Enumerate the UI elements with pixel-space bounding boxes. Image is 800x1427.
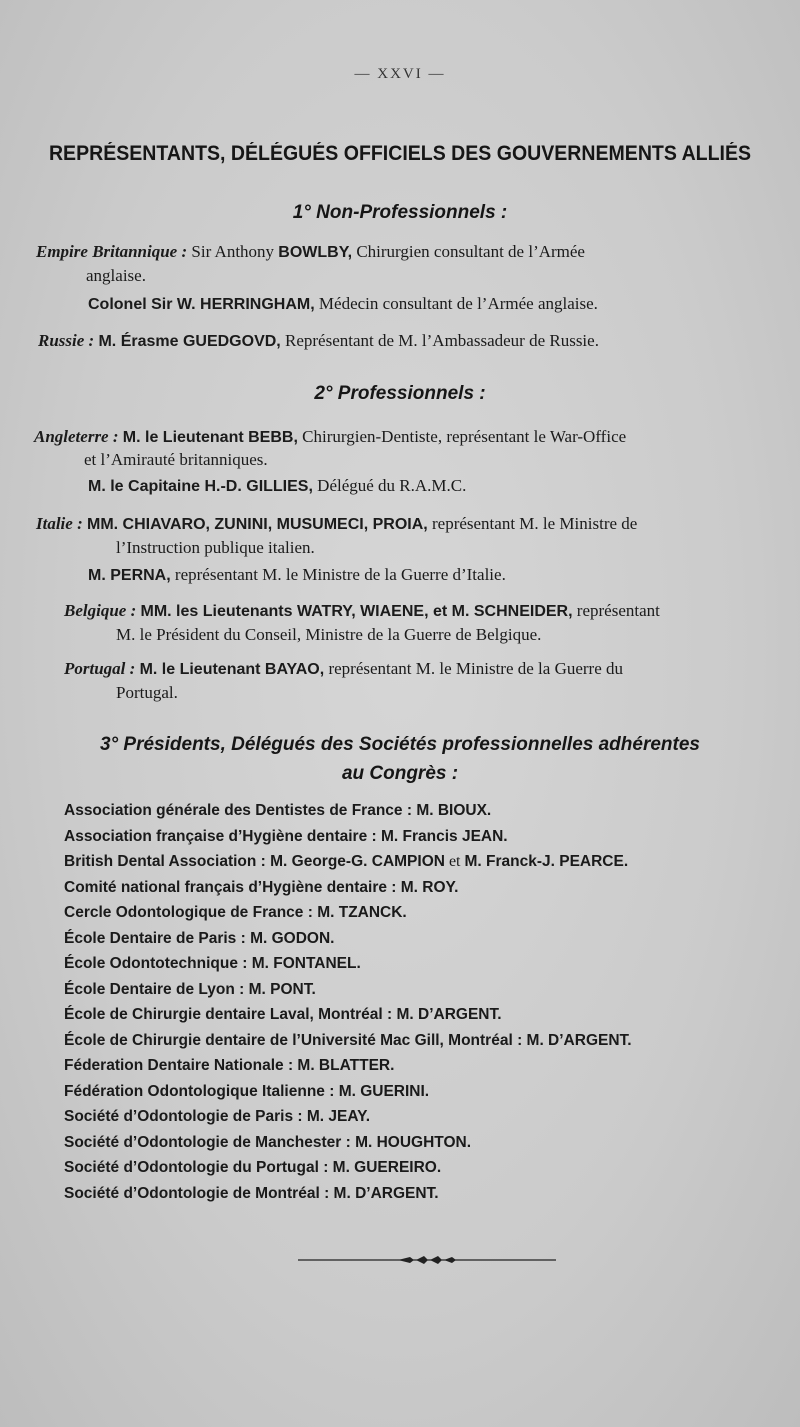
list-item: Association française d’Hygiène dentaire : M. Francis JEAN.: [64, 827, 508, 845]
list-item: École de Chirurgie dentaire de l’Université Mac Gill, Montréal : M. D’ARGENT.: [64, 1031, 632, 1049]
delegate-name: M. PERNA,: [88, 567, 171, 584]
list-item: Société d’Odontologie de Montréal : M. D’ARGENT.: [64, 1184, 439, 1202]
entry-text: Sir Anthony: [191, 242, 279, 261]
entry-continuation: Portugal.: [116, 683, 178, 702]
entry-text: Chirurgien consultant de l’Armée: [352, 242, 585, 261]
entry-text: Médecin consultant de l’Armée anglaise.: [314, 294, 598, 313]
entry-empire-britannique: [36, 239, 786, 266]
page-folio: — XXVI —: [354, 66, 446, 82]
list-item: Fédération Odontologique Italienne : M. GUERINI.: [64, 1082, 430, 1100]
entry-continuation: anglaise.: [86, 266, 146, 285]
delegate-name: M. le Lieutenant BAYAO,: [139, 661, 325, 678]
entry-belgique: [64, 598, 660, 625]
end-ornament-divider: [298, 1252, 556, 1266]
conjunction: et: [444, 853, 465, 870]
entry-russie: [38, 328, 599, 355]
entry-text: représentant M. le Ministre de la Guerre d’Italie.: [170, 565, 506, 584]
delegate-name: M. Érasme GUEDGOVD,: [98, 333, 281, 350]
societies-list: [64, 798, 632, 1206]
entry-italie: [36, 511, 637, 538]
list-item: École de Chirurgie dentaire Laval, Montréal : M. D’ARGENT.: [64, 1006, 502, 1023]
entry-text: représentant: [572, 601, 660, 620]
country-label: Russie :: [38, 331, 95, 350]
entry-text: représentant M. le Ministre de la Guerre du: [324, 659, 624, 678]
list-item: Cercle Odontologique de France : M. TZANCK.: [64, 904, 407, 921]
delegate-name: Colonel Sir W. HERRINGHAM,: [88, 296, 315, 313]
list-item: École Odontotechnique : M. FONTANEL.: [64, 955, 361, 972]
list-item: Société d’Odontologie de Paris : M. JEAY.: [64, 1108, 371, 1125]
section-heading-professionnels: 2° Professionnels :: [314, 383, 486, 404]
delegate-name: M. le Lieutenant BEBB,: [122, 429, 298, 446]
entry-perna: [88, 562, 506, 589]
section-heading-presidents-line2: au Congrès :: [341, 763, 459, 784]
list-item-text: M. Franck-J. PEARCE.: [464, 853, 629, 870]
country-label: Italie :: [36, 514, 83, 533]
country-label: Portugal :: [64, 659, 136, 678]
list-item: Société d’Odontologie du Portugal : M. GUEREIRO.: [64, 1159, 442, 1176]
list-item: Association générale des Dentistes de France : M. BIOUX.: [64, 802, 492, 819]
entry-continuation: et l’Amirauté britanniques.: [84, 450, 268, 469]
entry-gillies: [88, 473, 466, 500]
list-item: École Dentaire de Lyon : M. PONT.: [64, 980, 316, 998]
delegate-name: MM. les Lieutenants WATRY, WIAENE, et M. SCHNEIDER,: [140, 603, 573, 620]
list-item: Féderation Dentaire Nationale : M. BLATTER.: [64, 1057, 395, 1074]
entry-text: Délégué du R.A.M.C.: [312, 476, 467, 495]
delegate-name: BOWLBY,: [278, 244, 353, 261]
list-item: Société d’Odontologie de Manchester : M. HOUGHTON.: [64, 1133, 472, 1151]
section-heading-non-professionnels: 1° Non-Professionnels :: [292, 202, 508, 223]
entry-text: représentant M. le Ministre de: [427, 514, 638, 533]
entry-herringham: [88, 291, 598, 318]
delegate-name: MM. CHIAVARO, ZUNINI, MUSUMECI, PROIA,: [87, 516, 428, 533]
entry-text: Représentant de M. l’Ambassadeur de Russie.: [280, 331, 599, 350]
country-label: Angleterre :: [34, 427, 119, 446]
entry-portugal: [64, 656, 623, 683]
page-title: REPRÉSENTANTS, DÉLÉGUÉS OFFICIELS DES GOUVERNEMENTS ALLIÉS: [48, 142, 752, 165]
list-item: Comité national français d’Hygiène dentaire : M. ROY.: [64, 878, 459, 896]
country-label: Empire Britannique :: [36, 242, 188, 261]
entry-continuation: l’Instruction publique italien.: [116, 538, 315, 557]
country-label: Belgique :: [64, 601, 137, 620]
list-item: [64, 849, 632, 875]
entry-continuation: M. le Président du Conseil, Ministre de la Guerre de Belgique.: [116, 625, 542, 644]
list-item: École Dentaire de Paris : M. GODON.: [64, 929, 335, 947]
list-item-text: British Dental Association : M. George-G. CAMPION: [64, 853, 445, 870]
entry-text: Chirurgien-Dentiste, représentant le War-Office: [297, 427, 627, 446]
section-heading-presidents: 3° Présidents, Délégués des Sociétés professionnelles adhérentes: [99, 734, 700, 755]
delegate-name: M. le Capitaine H.-D. GILLIES,: [88, 478, 313, 495]
